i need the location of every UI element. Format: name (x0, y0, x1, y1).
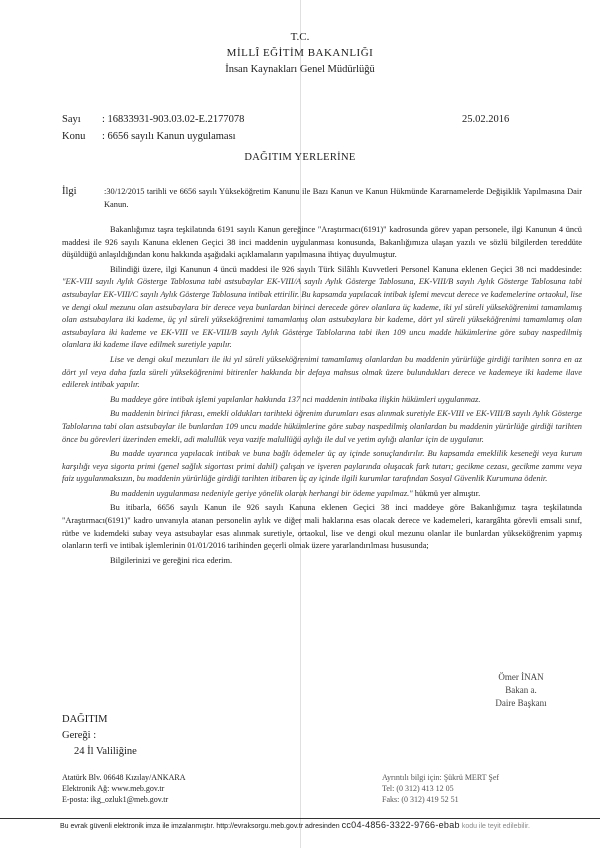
e-signature-footer (0, 818, 600, 832)
signatory-title-2: Daire Başkanı (495, 698, 547, 708)
paragraph-6: Bu madde uyarınca yapılacak intibak ve buna bağlı ödemeler üç ay içinde sonuçlandırılır. Bu kapsamda emeklilik keseneği veya kurum karşılığı veya sigorta primi (genel sağlık sigortası primi dahil) çalışan ve işveren paylarında oluşacak fark tutarı; gecikme cezası, gecikme zammı veya faiz uygulanmaksızın, bu maddenin yürürlüğe girdiği tarihten itibaren üç ay içinde ilgili kurumlar tarafından Sosyal Güvenlik Kurumuna ödenir. (62, 449, 582, 484)
address-line: Atatürk Blv. 06648 Kızılay/ANKARA (62, 773, 186, 782)
sayi-label: Sayı (62, 114, 81, 125)
konu-value: : 6656 sayılı Kanun uygulaması (102, 131, 236, 142)
paragraph-7-quote: Bu maddenin uygulanması nedeniyle geriye yönelik olarak herhangi bir ödeme yapılmaz." (110, 488, 413, 498)
distribution-item: 24 İl Valiliğine (74, 746, 137, 757)
paragraph-7 (62, 488, 582, 501)
sayi-value: : 16833931-903.03.02-E.2177078 (102, 114, 245, 125)
ilgi-label: İlgi (62, 186, 77, 197)
document-title: DAĞITIM YERLERİNE (244, 152, 356, 163)
paragraph-5: Bu maddenin birinci fıkrası, emekli oldukları tarihteki öğrenim durumları esas alınmak suretiyle EK-VIII ve EK-VIII/B sayılı Aylık Gösterge Tablolarına tabi olan astsubaylar ile bunlardan 109 uncu madde hükümlerine göre subay naspedilmiş olanlardan bu maddenin yürürlüğe girdiği tarihten önce bu görevleri üzerinden emekli, adi malullük veya vazife malullüğü aylığı ile dul ve yetim aylığı alanlar için de uygulanır. (62, 409, 582, 444)
distribution-heading: DAĞITIM (62, 714, 108, 725)
paragraph-8: Bu itibarla, 6656 sayılı Kanun ile 926 sayılı Kanuna eklenen Geçici 38 inci maddeye göre Bakanlığımız taşra teşkilatında "Araştırmacı(6191)" kadro unvanıyla atanan personelin aylık ve diğer mali haklarına esas olacak derece ve kademeleri, karargâhta görevli emsali sınıf, rütbe ve kıdemdeki subay veya astsubaylar esas alınmak suretiyle, ortaokul, lise ve dengi okul mezunu olanlar ile bunlardan yükseköğrenim yapmış olanların terfi ve intibak işlemlerinin 01/01/2016 tarihinden geçerli olmak üzere yararlandırılması hususunda; (62, 503, 582, 551)
header-directorate: İnsan Kaynakları Genel Müdürlüğü (225, 64, 375, 75)
verification-code: cc04-4856-3322-9766-ebab (341, 820, 460, 830)
signatory-title-1: Bakan a. (505, 685, 537, 695)
header-ministry: MİLLÎ EĞİTİM BAKANLIĞI (226, 47, 374, 59)
paragraph-3: Lise ve dengi okul mezunları ile iki yıl süreli yükseköğrenimi tamamlamış olanlardan bu maddenin yürürlüğe girdiği tarihten sonra en az dört yıl veya daha fazla süreli yükseköğrenimi bitirenler hakkında bir defaya mahsus olmak üzere bulundukları derece ve kademeye iki kademe ilave edilerek intibak yapılır. (62, 354, 582, 390)
body-text (62, 224, 582, 569)
fax-line: Faks: (0 312) 419 52 51 (382, 795, 459, 804)
paragraph-1: Bakanlığımız taşra teşkilatında 6191 sayılı Kanun gereğince "Araştırmacı(6191)" kadrosunda görev yapan personele, ilgi Kanunun 4 üncü maddesi ile 926 sayılı Kanuna eklenen Geçici 38 inci maddenin uygulanması konusunda, Bakanlığımıza ulaşan yazılı ve sözlü bilgilerden tereddüte düşüldüğü anlaşıldığından konu hakkında aşağıdaki açıklamaların yapılmasına ihtiyaç duyulmuştur. (62, 225, 582, 260)
paragraph-7-tail: hükmü yer almıştır. (412, 488, 481, 498)
paragraph-4: Bu maddeye göre intibak işlemi yapılanlar hakkında 137 nci maddenin intibaka ilişkin hükümleri uygulanmaz. (110, 394, 481, 404)
footer-text: Bu evrak güvenli elektronik imza ile imzalanmıştır. http://evraksorgu.meb.gov.tr adresinden (60, 823, 340, 830)
signatory-name: Ömer İNAN (498, 672, 544, 682)
footer-tail: kodu ile teyit edilebilir. (461, 823, 530, 830)
contact-person-line: Ayrıntılı bilgi için: Şükrü MERT Şef (382, 773, 500, 782)
paragraph-2-intro: Bilindiği üzere, ilgi Kanunun 4 üncü maddesi ile 926 sayılı Türk Silâhlı Kuvvetleri Personel Kanuna eklenen Geçici 38 nci maddesinde: (110, 264, 582, 274)
document-date: 25.02.2016 (462, 114, 510, 125)
header-tc: T.C. (290, 31, 310, 43)
paragraph-9: Bilgilerinizi ve gereğini rica ederim. (110, 555, 233, 565)
ilgi-text: :30/12/2015 tarihli ve 6656 sayılı Yükseköğretim Kanunu ile Bazı Kanun ve Kanun Hükmünde Kararnamelerde Değişiklik Yapılmasına Dair Kanun. (104, 187, 582, 209)
telephone-line: Tel: (0 312) 413 12 05 (382, 784, 454, 793)
paragraph-2-quote: "EK-VIII sayılı Aylık Gösterge Tablosuna tabi astsubaylar EK-VIII/A sayılı Aylık Gösterge Tablosuna, EK-VIII/B sayılı Aylık Gösterge Tablosuna tabi astsubaylar EK-VIII/C sayılı Aylık Gösterge Tablosuna intibak ettirilir. Bu kapsamda yapılacak intibak işlemi mevcut derece ve kademelerine ortaokul, lise ve dengi okul mezunu olan astsubaylara bir derece veya bunlardan birinci derecede görev olanlara üç kademe, iki yıl süreli yükseköğrenimi tamamlamış olan astsubaylara iki kademe, üç yıl süreli yükseköğrenimi tamamlamış olan astsubaylara bir kademe, dört yıl süreli yükseköğrenimi tamamlamış olan astsubaylara iki kademe ve EK-VIII ve EK-VIII/B sayılı Aylık Gösterge Tablolarına tabi iken 109 uncu madde hükümlerine göre subay naspedilmiş olanlara iki kademe ilave edilmek suretiyle yapılır. (62, 277, 582, 350)
konu-label: Konu (62, 131, 86, 142)
paragraph-2 (62, 264, 582, 352)
web-line: Elektronik Ağ: www.meb.gov.tr (62, 784, 165, 793)
distribution-gereği-label: Gereği : (62, 730, 97, 741)
email-line: E-posta: ikg_ozluk1@meb.gov.tr (62, 795, 169, 804)
